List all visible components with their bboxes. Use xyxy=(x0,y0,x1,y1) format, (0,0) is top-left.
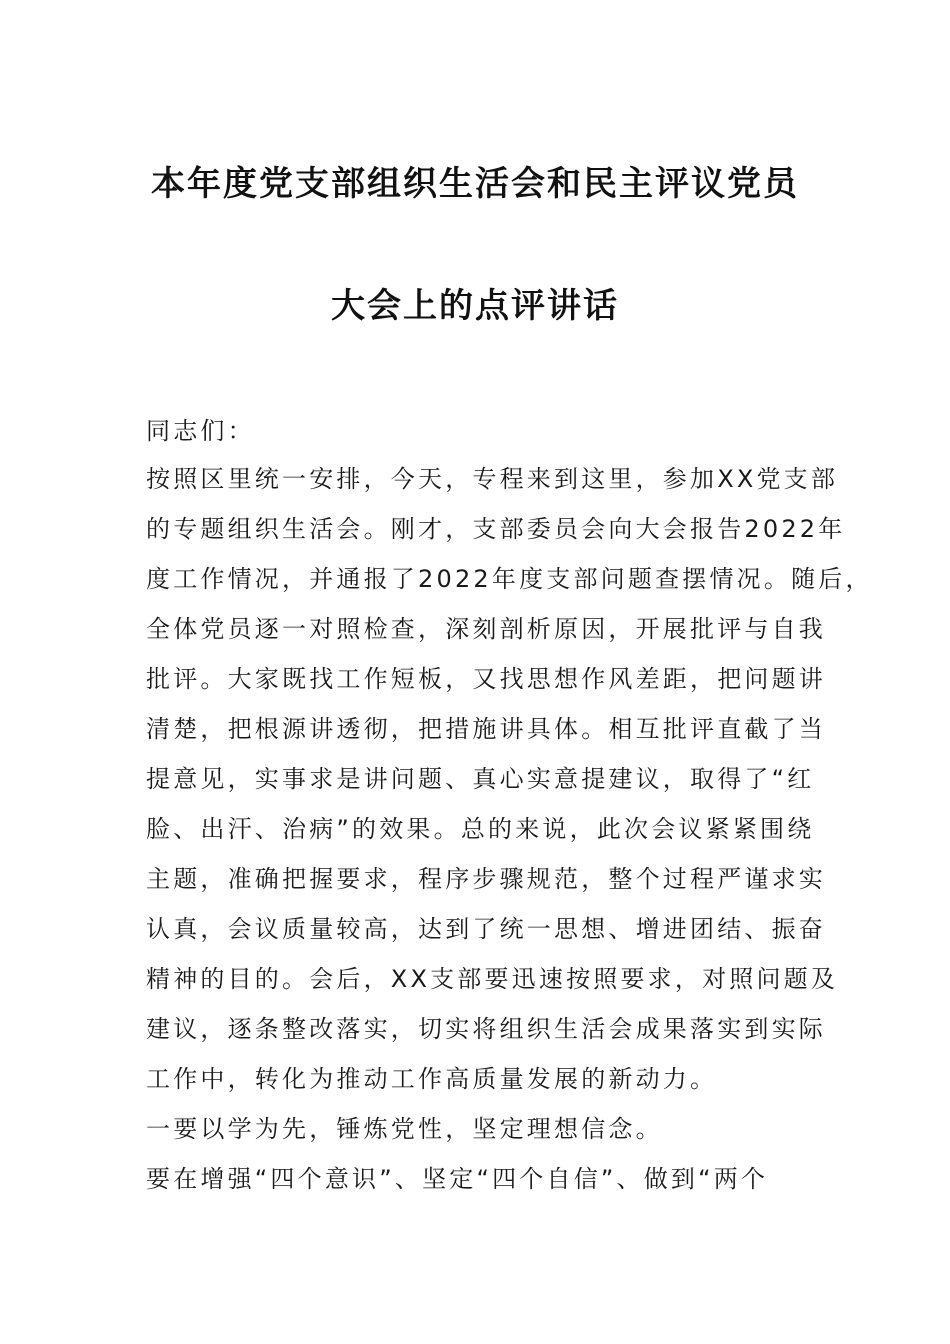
paragraph-1-line-12: 建议，逐条整改落实，切实将组织生活会成果落实到实际 xyxy=(146,1015,826,1043)
paragraph-1-line-7: 提意见，实事求是讲问题、真心实意提建议，取得了“红 xyxy=(146,765,815,793)
document-title-line-1: 本年度党支部组织生活会和民主评议党员 xyxy=(151,164,799,204)
section-heading-1: 一要以学为先，锤炼党性，坚定理想信念。 xyxy=(146,1115,663,1143)
paragraph-1-line-2: 的专题组织生活会。刚才，支部委员会向大会报告2022年 xyxy=(146,515,846,543)
paragraph-1-line-13: 工作中，转化为推动工作高质量发展的新动力。 xyxy=(146,1065,718,1093)
paragraph-1-line-4: 全体党员逐一对照检查，深刻剖析原因，开展批评与自我 xyxy=(146,615,826,643)
paragraph-1-line-10: 认真，会议质量较高，达到了统一思想、增进团结、振奋 xyxy=(146,915,826,943)
paragraph-1-line-6: 清楚，把根源讲透彻，把措施讲具体。相互批评直截了当 xyxy=(146,715,826,743)
paragraph-1-line-11: 精神的目的。会后，XX支部要迅速按照要求，对照问题及 xyxy=(146,965,839,993)
document-title-line-2: 大会上的点评讲话 xyxy=(331,286,619,326)
paragraph-1-line-9: 主题，准确把握要求，程序步骤规范，整个过程严谨求实 xyxy=(146,865,826,893)
paragraph-1-line-8: 脸、出汗、治病”的效果。总的来说，此次会议紧紧围绕 xyxy=(146,815,815,843)
paragraph-1-line-1: 按照区里统一安排，今天，专程来到这里，参加XX党支部 xyxy=(146,465,839,493)
paragraph-1-line-5: 批评。大家既找工作短板，又找思想作风差距，把问题讲 xyxy=(146,665,826,693)
salutation: 同志们： xyxy=(146,417,255,445)
paragraph-2-line-1: 要在增强“四个意识”、坚定“四个自信”、做到“两个 xyxy=(146,1165,769,1193)
paragraph-1-line-3: 度工作情况，并通报了2022年度支部问题查摆情况。随后， xyxy=(146,565,873,593)
